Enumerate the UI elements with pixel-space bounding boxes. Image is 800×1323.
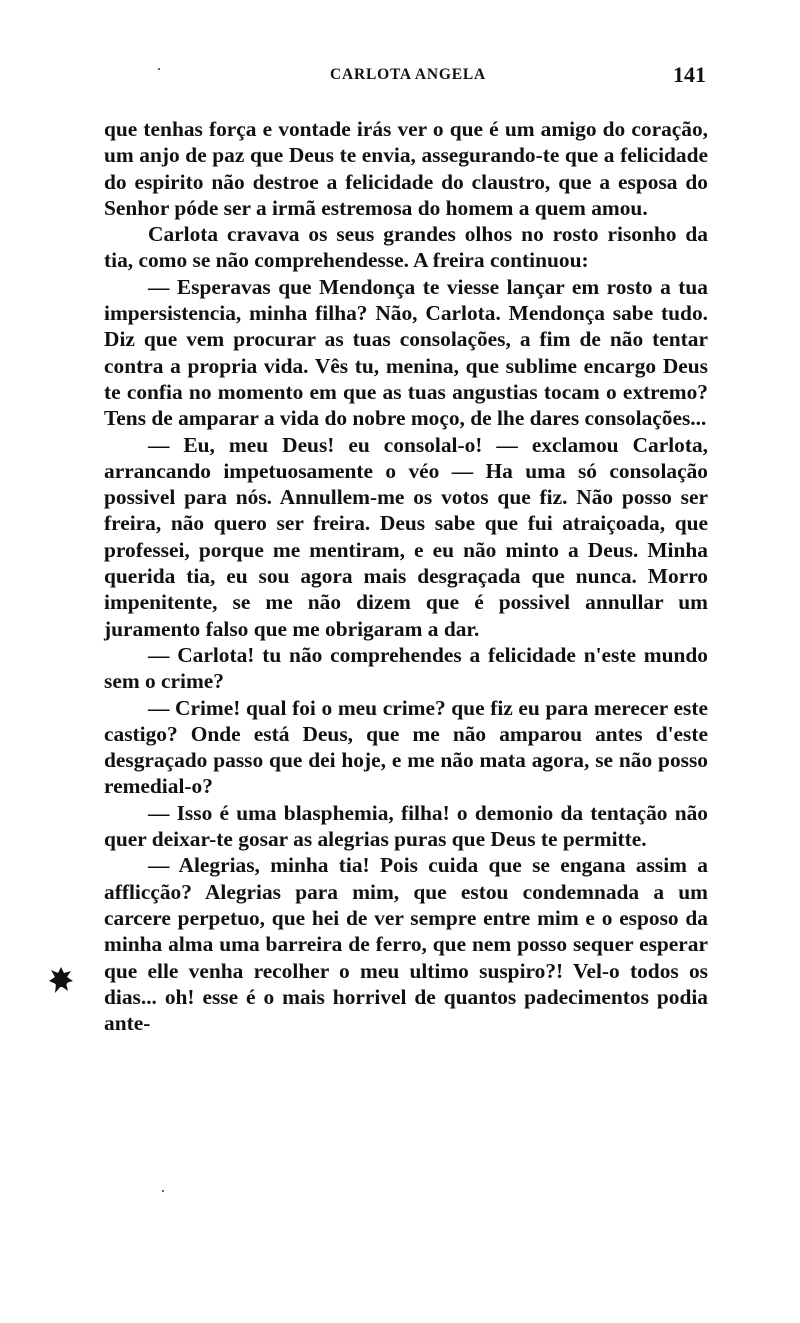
paragraph: que tenhas força e vontade irás ver o que é um amigo do coração, um anjo de paz que Deus te envia, assegurando-te que a felicidade do espirito não destroe a felicidade do claustro, que a esposa do Senhor póde ser a irmã estremosa do homem a quem amou. (104, 117, 708, 220)
paragraph: — Crime! qual foi o meu crime? que fiz eu para merecer este castigo? Onde está Deus, que me não amparou antes d'este desgraçado passo que dei hoje, e me não mata agora, se não posso remedial-o? (104, 695, 708, 799)
page-number: 141 (673, 62, 706, 87)
paragraph: — Eu, meu Deus! eu consolal-o! — exclamou Carlota, arrancando impetuosamente o véo — Ha uma só consolação possivel para nós. Annullem-me os votos que fiz. Não posso ser freira, não quero ser freira. Deus sabe que fui atraiçoada, que professei, porque me mentiram, e eu não minto a Deus. Minha querida tia, eu sou agora mais desgraçada que nunca. Morro impenitente, se me não dizem que é possivel annullar um juramento falso que me obrigaram a dar. (104, 432, 708, 641)
paper-speck (158, 68, 160, 70)
ink-blot-mark (48, 965, 74, 995)
running-title: CARLOTA ANGELA (329, 66, 487, 83)
paragraph: — Esperavas que Mendonça te viesse lançar em rosto a tua impersistencia, minha filha? Não, Carlota. Mendonça sabe tudo. Diz que vem procurar as tuas consolações, a fim de não tentar contra a propria vida. Vês tu, menina, que sublime encargo Deus te confia no momento em que as tuas angustias tocam o extremo? Tens de amparar a vida do nobre moço, de lhe dares consolações... (104, 274, 708, 431)
paragraph: — Isso é uma blasphemia, filha! o demonio da tentação não quer deixar-te gosar as alegrias puras que Deus te permitte. (104, 800, 708, 852)
page-header (108, 62, 708, 92)
paper-speck (162, 1190, 164, 1192)
paragraph: Carlota cravava os seus grandes olhos no rosto risonho da tia, como se não comprehendesse. A freira continuou: (104, 222, 708, 273)
body-text (104, 116, 708, 1036)
paragraph: — Alegrias, minha tia! Pois cuida que se engana assim a afflicção? Alegrias para mim, que estou condemnada a um carcere perpetuo, que hei de ver sempre entre mim e o esposo da minha alma uma barreira de ferro, que nem posso sequer esperar que elle venha recolher o meu ultimo suspiro?! Vel-o todos os dias... oh! esse é o mais horrivel de quantos padecimentos podia ante- (104, 853, 708, 1036)
paragraph: — Carlota! tu não comprehendes a felicidade n'este mundo sem o crime? (104, 642, 708, 694)
